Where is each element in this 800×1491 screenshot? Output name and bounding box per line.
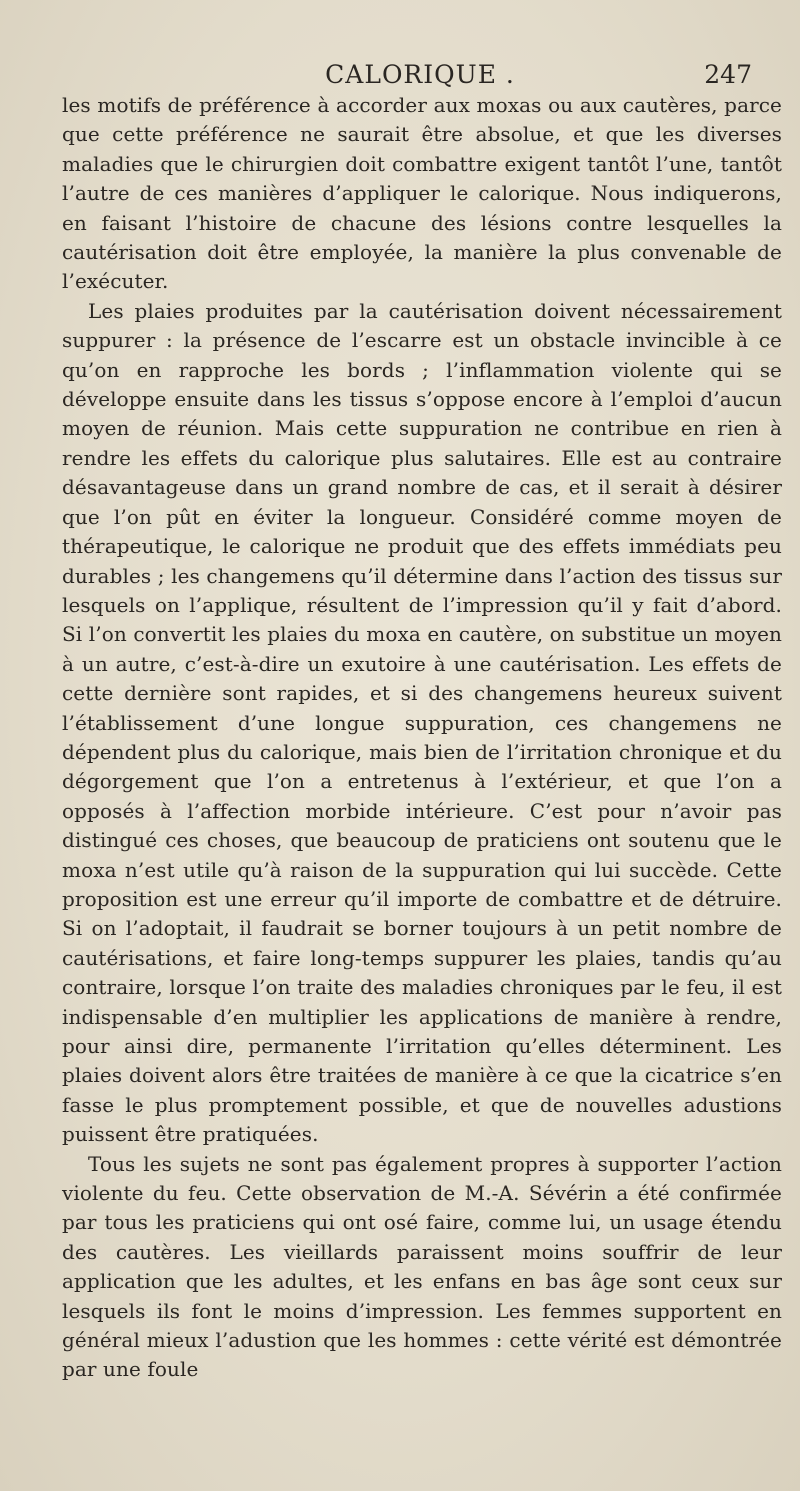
page-number: 247 (704, 60, 752, 89)
paragraph-3: Tous les sujets ne sont pas également propres à supporter l’action violente du feu. Cette observation de M.-A. Sévérin a été confirmée par tous les praticiens qui ont osé faire, comme lui, un usage étendu des cautères. Les vieillards paraissent moins souffrir de leur application que les adultes, et les enfans en bas âge sont ceux sur lesquels ils font le moins d’impression. Les femmes supportent en général mieux l’adustion que les hommes : cette vérité est démontrée par une foule (62, 1151, 782, 1382)
paragraph-2: Les plaies produites par la cautérisation doivent nécessairement suppurer : la présence de l’escarre est un obstacle invincible à ce qu’on en rapproche les bords ; l’inflammation violente qui se développe ensuite dans les tissus s’oppose encore à l’emploi d’aucun moyen de réunion. Mais cette suppuration ne contribue en rien à rendre les effets du calorique plus salutaires. Elle est au contraire désavantageuse dans un grand nombre de cas, et il serait à désirer que l’on pût en éviter la longueur. Considéré comme moyen de thérapeutique, le calorique ne produit que des effets immédiats peu durables ; les changemens qu’il détermine dans l’action des tissus sur lesquels on l’applique, résultent de l’impression qu’il y fait d’abord. Si l’on convertit les plaies du moxa en cautère, on substitue un moyen à un autre, c’est-à-dire un exutoire à une cautérisation. Les effets de cette dernière sont rapides, et si des changemens heureux suivent l’établissement d’une longue suppuration, ces changemens ne dépendent plus du calorique, mais bien de l’irritation chronique et du dégorgement que l’on a entretenus à l’extérieur, et que l’on a opposés à l’affection morbide intérieure. C’est pour n’avoir pas distingué ces choses, que beaucoup de praticiens ont soutenu que le moxa n’est utile qu’à raison de la suppuration qui lui succède. Cette proposition est une erreur qu’il importe de combattre et de détruire. Si on l’adoptait, il faudrait se borner toujours à un petit nombre de cautérisations, et faire long-temps suppurer les plaies, tandis qu’au contraire, lorsque l’on traite des maladies chroniques par le feu, il est indispensable d’en multiplier les applications de manière à rendre, pour ainsi dire, permanente l’irritation qu’elles déterminent. Les plaies doivent alors être traitées de manière à ce que la cicatrice s’en fasse le plus promptement possible, et que de nouvelles adustions puissent être pratiquées. (62, 298, 782, 1147)
paragraph-1: les motifs de préférence à accorder aux moxas ou aux cautères, parce que cette préférence ne saurait être absolue, et que les diverses maladies que le chirurgien doit combattre exigent tantôt l’une, tantôt l’autre de ces manières d’appliquer le calorique. Nous indiquerons, en faisant l’histoire de chacune des lésions contre lesquelles la cautérisation doit être employée, la manière la plus convenable de l’exécuter. (62, 93, 782, 294)
page-header (88, 60, 752, 92)
running-title: CALORIQUE . (325, 60, 515, 89)
body-text (62, 91, 782, 1385)
